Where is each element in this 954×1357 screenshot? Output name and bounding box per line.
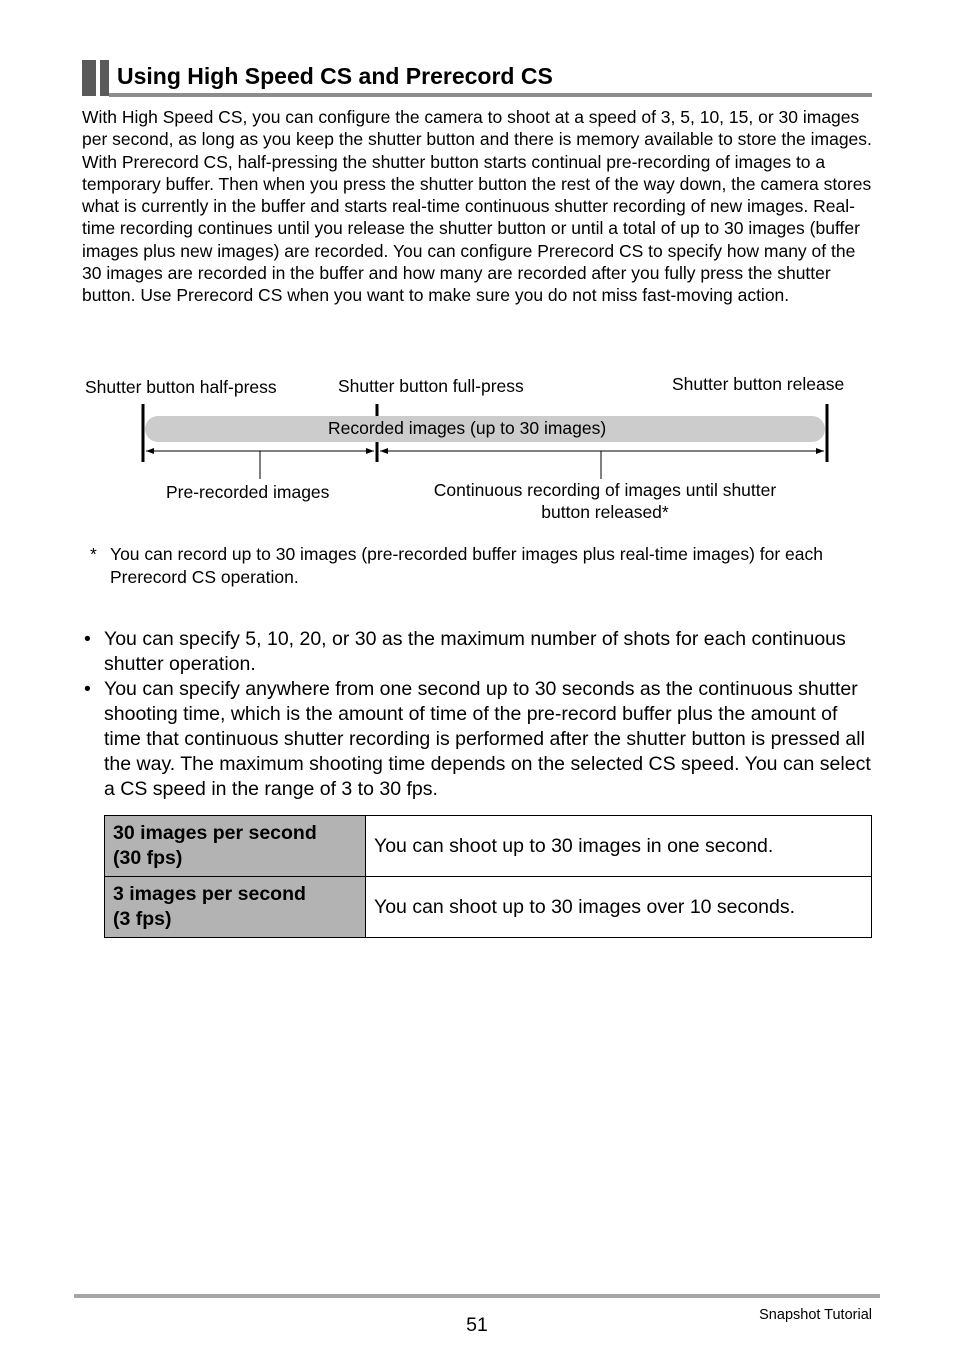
table-header-cell	[105, 877, 366, 938]
continuous-label-line1: Continuous recording of images until shutter	[433, 480, 777, 500]
table-cell: You can shoot up to 30 images over 10 seconds.	[366, 877, 872, 938]
table-row	[105, 877, 872, 938]
release-label: Shutter button release	[672, 374, 845, 394]
table-cell: You can shoot up to 30 images in one second.	[366, 816, 872, 877]
half-press-label: Shutter button half-press	[85, 377, 277, 397]
full-press-label: Shutter button full-press	[338, 376, 524, 396]
arrow-right-icon	[366, 448, 374, 454]
speed-label: 30 images per second	[113, 822, 317, 844]
bullet-dot: •	[84, 678, 91, 700]
continuous-label-line2: button released*	[541, 502, 669, 522]
list-item	[84, 627, 874, 677]
intro-paragraph: With High Speed CS, you can configure the camera to shoot at a speed of 3, 5, 10, 15, or 30 images per second, as long as you keep the shutter button and there is memory available to store the images. With Prerecord CS, half-pressing the shutter button starts continual pre-recording of images to a temporary buffer. Then when you press the shutter button the rest of the way down, the camera stores what is currently in the buffer and starts real-time continuous shutter recording of new images. Real-time recording continues until you release the shutter button or until a total of up to 30 images (buffer images plus new images) are recorded. You can configure Prerecord CS to specify how many of the 30 images are recorded in the buffer and how many are recorded after you fully press the shutter button. Use Prerecord CS when you want to make sure you do not miss fast-moving action.	[82, 107, 872, 306]
section-heading	[82, 58, 872, 98]
list-item-text: You can specify 5, 10, 20, or 30 as the maximum number of shots for each continuous shutter operation.	[104, 628, 846, 675]
footnote	[90, 543, 870, 589]
arrow-left-icon	[380, 448, 388, 454]
table-row	[105, 816, 872, 877]
speed-label: 3 images per second	[113, 883, 306, 905]
list-item-text: You can specify anywhere from one second up to 30 seconds as the continuous shutter shooting time, which is the amount of time of the pre-record buffer plus the amount of time that continuous shutter recording is performed after the shutter button is pressed all the way. The maximum shooting time depends on the selected CS speed. You can select a CS speed in the range of 3 to 30 fps.	[104, 678, 871, 800]
arrow-left-icon	[146, 448, 154, 454]
heading-marker-thin	[100, 60, 109, 96]
footnote-mark: *	[90, 544, 97, 564]
page-number: 51	[466, 1314, 488, 1336]
arrow-right-icon	[816, 448, 824, 454]
page-title: Using High Speed CS and Prerecord CS	[117, 63, 553, 89]
heading-marker	[82, 60, 96, 96]
cs-speed-table	[104, 815, 872, 938]
recorded-bar-label: Recorded images (up to 30 images)	[328, 418, 607, 438]
heading-underline	[109, 93, 872, 97]
prerecorded-label: Pre-recorded images	[166, 482, 330, 502]
footer-divider	[74, 1294, 880, 1298]
prerecord-timeline-diagram	[82, 370, 872, 530]
table-header-cell	[105, 816, 366, 877]
footer-section-name: Snapshot Tutorial	[759, 1307, 872, 1323]
bullet-list	[84, 627, 874, 802]
bullet-dot: •	[84, 628, 91, 650]
footnote-text: You can record up to 30 images (pre-recorded buffer images plus real-time images) for each Prerecord CS operation.	[110, 544, 824, 587]
speed-fps: (30 fps)	[113, 847, 183, 869]
speed-fps: (3 fps)	[113, 908, 172, 930]
list-item	[84, 677, 874, 802]
